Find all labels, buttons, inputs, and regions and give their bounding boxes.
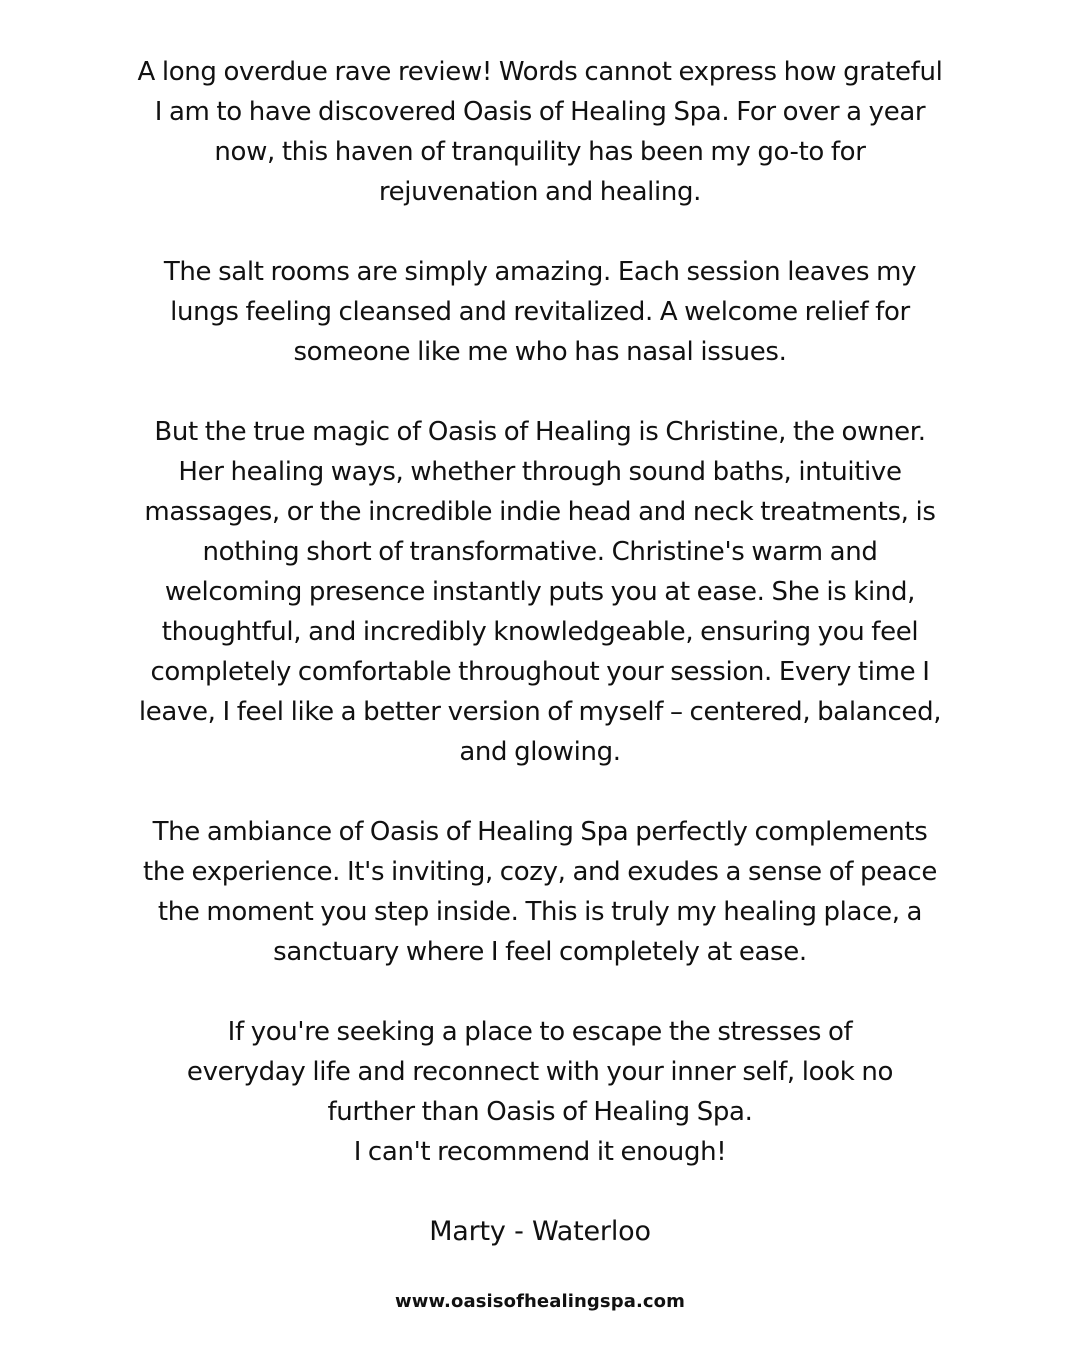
website-url: www.oasisofhealingspa.com <box>395 1291 685 1312</box>
review-paragraph-recommendation <box>90 1012 990 1172</box>
review-line: now, this haven of tranquility has been my go-to for <box>214 137 866 167</box>
review-line: the moment you step inside. This is truly my healing place, a <box>157 897 923 927</box>
review-line: everyday life and reconnect with your inner self, look no <box>186 1057 894 1087</box>
review-text <box>90 52 990 1252</box>
review-line: someone like me who has nasal issues. <box>293 337 787 367</box>
review-line: and glowing. <box>459 737 621 767</box>
review-line: I am to have discovered Oasis of Healing Spa. For over a year <box>154 97 926 127</box>
review-line: If you're seeking a place to escape the stresses of <box>227 1017 853 1047</box>
review-line: The ambiance of Oasis of Healing Spa perfectly complements <box>152 817 928 847</box>
review-line: I can't recommend it enough! <box>353 1137 727 1167</box>
review-line: welcoming presence instantly puts you at ease. She is kind, <box>164 577 916 607</box>
review-line: The salt rooms are simply amazing. Each session leaves my <box>163 257 917 287</box>
review-paragraph-intro <box>90 52 990 212</box>
review-line: massages, or the incredible indie head and neck treatments, is <box>144 497 936 527</box>
review-paragraph-owner <box>90 412 990 772</box>
review-line: the experience. It's inviting, cozy, and exudes a sense of peace <box>143 857 937 887</box>
review-line: thoughtful, and incredibly knowledgeable, ensuring you feel <box>161 617 919 647</box>
review-line: lungs feeling cleansed and revitalized. A welcome relief for <box>170 297 910 327</box>
review-line: rejuvenation and healing. <box>378 177 702 207</box>
review-line: further than Oasis of Healing Spa. <box>327 1097 753 1127</box>
review-line: nothing short of transformative. Christine's warm and <box>202 537 878 567</box>
review-paragraph-salt-rooms <box>90 252 990 372</box>
review-paragraph-ambiance <box>90 812 990 972</box>
review-line: A long overdue rave review! Words cannot express how grateful <box>137 57 943 87</box>
review-signature: Marty - Waterloo <box>429 1216 651 1247</box>
review-line: But the true magic of Oasis of Healing is Christine, the owner. <box>154 417 926 447</box>
review-line: completely comfortable throughout your session. Every time I <box>150 657 930 687</box>
review-line: sanctuary where I feel completely at ease. <box>273 937 807 967</box>
review-line: Her healing ways, whether through sound baths, intuitive <box>178 457 902 487</box>
review-line: leave, I feel like a better version of myself – centered, balanced, <box>138 697 942 727</box>
